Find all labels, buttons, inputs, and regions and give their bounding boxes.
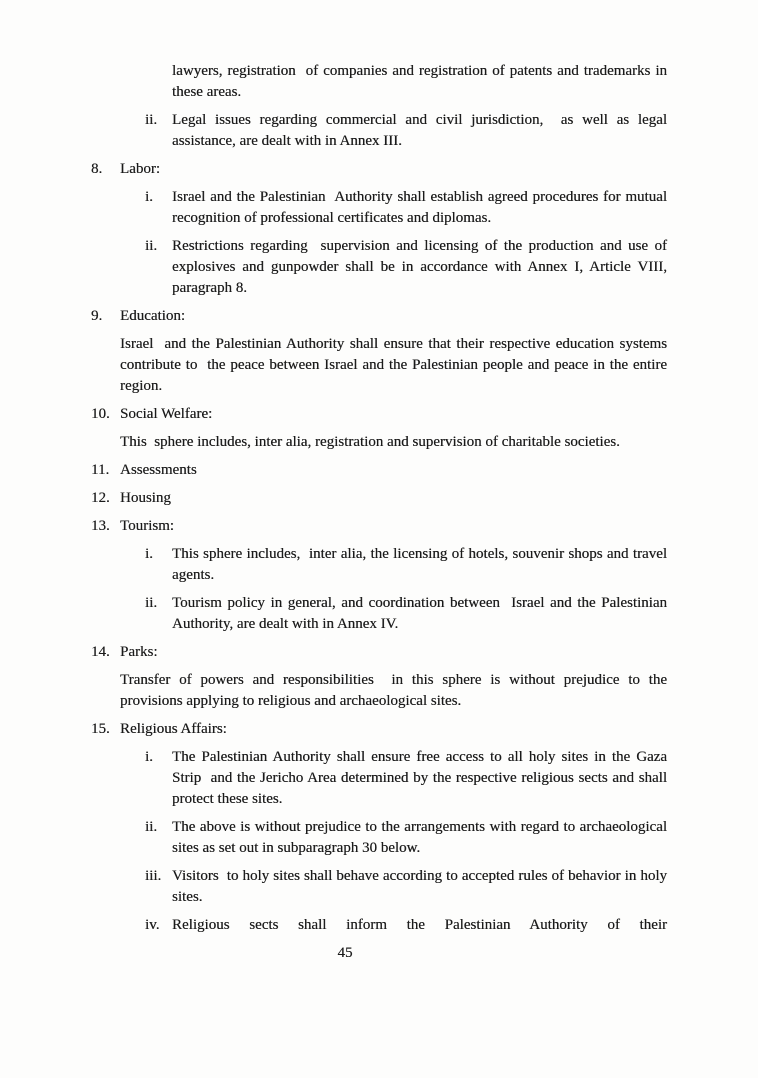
sub-item — [145, 915, 667, 936]
sub-item — [145, 110, 667, 152]
numbered-item — [91, 516, 667, 537]
numbered-item — [91, 642, 667, 663]
item-text: Tourism policy in general, and coordination between Israel and the Palestinian Authority, are dealt with in Annex IV. — [172, 595, 667, 632]
sub-item-numeral: ii. — [145, 112, 158, 128]
item-paragraph: This sphere includes, inter alia, registration and supervision of charitable societies. — [120, 434, 620, 450]
item-text: Education: — [120, 308, 185, 324]
item-text: Israel and the Palestinian Authority shall establish agreed procedures for mutual recognition of professional certificates and diplomas. — [172, 189, 667, 226]
sub-item-numeral: ii. — [145, 595, 158, 611]
item-number: 8. — [91, 161, 103, 177]
item-paragraph: Transfer of powers and responsibilities in this sphere is without prejudice to the provisions applying to religious and archaeological sites. — [120, 672, 667, 709]
sub-item — [145, 866, 667, 908]
sub-item-numeral: i. — [145, 189, 153, 205]
item-text: The Palestinian Authority shall ensure free access to all holy sites in the Gaza Strip and the Jericho Area determined by the respective religious sects and shall protect these sites. — [172, 749, 667, 807]
sub-item-numeral: iv. — [145, 917, 160, 933]
item-text: Legal issues regarding commercial and civil jurisdiction, as well as legal assistance, are dealt with in Annex III. — [172, 112, 667, 149]
item-text: Restrictions regarding supervision and licensing of the production and use of explosives and gunpowder shall be in accordance with Annex I, Article VIII, paragraph 8. — [172, 238, 667, 296]
numbered-item — [91, 404, 667, 425]
sub-item-numeral: iii. — [145, 868, 162, 884]
item-text: Labor: — [120, 161, 160, 177]
sub-item-numeral: ii. — [145, 238, 158, 254]
item-text: Parks: — [120, 644, 158, 660]
item-number: 14. — [91, 644, 110, 660]
item-text: Visitors to holy sites shall behave according to accepted rules of behavior in holy sites. — [172, 868, 667, 905]
numbered-item — [91, 488, 667, 509]
numbered-item — [91, 719, 667, 740]
item-text: Housing — [120, 490, 171, 506]
continuation-paragraph: lawyers, registration of companies and registration of patents and trademarks in these areas. — [172, 63, 667, 100]
sub-item — [145, 747, 667, 810]
sub-item — [145, 817, 667, 859]
sub-item-numeral: ii. — [145, 819, 158, 835]
item-text: This sphere includes, inter alia, the licensing of hotels, souvenir shops and travel agents. — [172, 546, 667, 583]
item-text: Social Welfare: — [120, 406, 213, 422]
numbered-item — [91, 460, 667, 481]
item-number: 13. — [91, 518, 110, 534]
item-number: 11. — [91, 462, 110, 478]
item-text: Assessments — [120, 462, 197, 478]
item-number: 9. — [91, 308, 103, 324]
sub-item — [145, 236, 667, 299]
page-number: 45 — [337, 945, 353, 961]
item-text: Religious Affairs: — [120, 721, 227, 737]
item-text: Tourism: — [120, 518, 174, 534]
numbered-item — [91, 306, 667, 327]
numbered-item — [91, 159, 667, 180]
item-text: The above is without prejudice to the arrangements with regard to archaeological sites as set out in subparagraph 30 below. — [172, 819, 667, 856]
item-number: 10. — [91, 406, 110, 422]
sub-item — [145, 544, 667, 586]
item-text: Religious sects shall inform the Palestinian Authority of their — [172, 917, 667, 933]
sub-item — [145, 187, 667, 229]
sub-item — [145, 593, 667, 635]
sub-item-numeral: i. — [145, 546, 153, 562]
item-number: 12. — [91, 490, 110, 506]
sub-item-numeral: i. — [145, 749, 153, 765]
item-paragraph: Israel and the Palestinian Authority shall ensure that their respective education systems contribute to the peace between Israel and the Palestinian people and peace in the entire region. — [120, 336, 667, 394]
item-number: 15. — [91, 721, 110, 737]
